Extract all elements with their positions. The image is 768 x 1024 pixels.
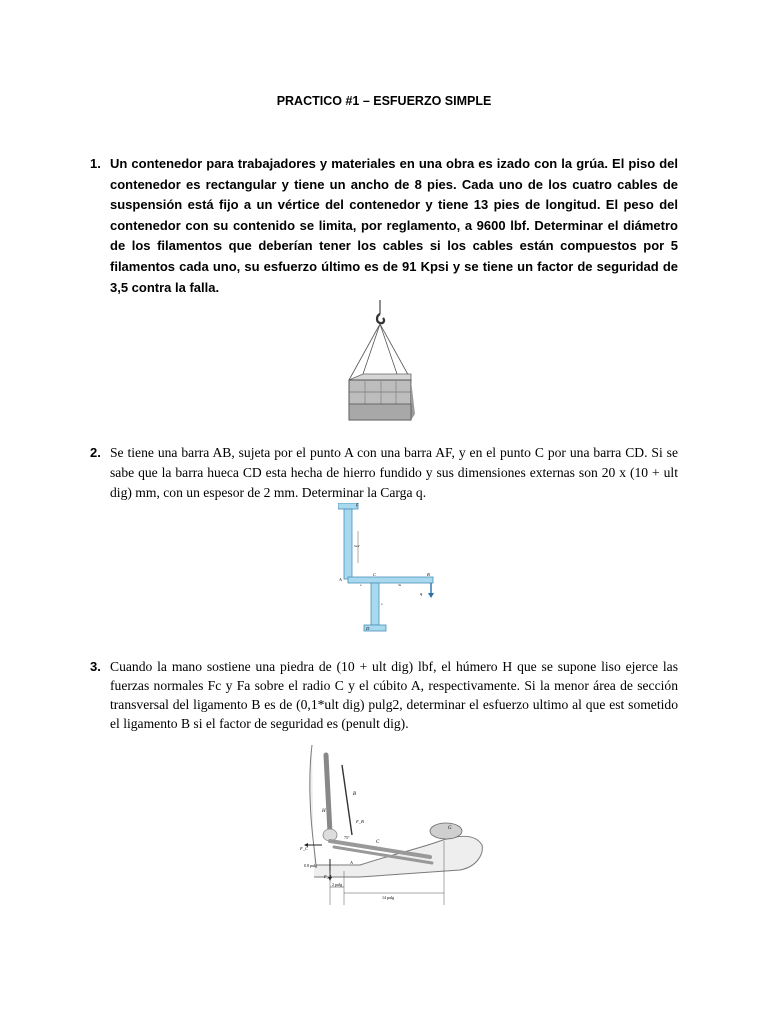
problem-1: [90, 154, 678, 298]
label-0-8-pulg: 0.8 pulg: [304, 863, 318, 868]
label-dim-3a: 3a: [398, 583, 402, 587]
problem-2: [90, 443, 678, 503]
label-g: G: [448, 826, 452, 831]
label-a: A: [350, 860, 353, 865]
problem-3-text: Cuando la mano sostiene una piedra de (10 + ult dig) lbf, el húmero H que se supone liso ejerce las fuerzas normales Fc y Fa sobre el radio C y el cúbito A, respectivamente. Si la menor área de sección transversal del ligamento B es de (0,1*ult dig) pulg2, determinar el esfuerzo ultimo al que est sometido el ligamento B si el factor de seguridad es (penult dig).: [110, 659, 678, 731]
label-q: q: [420, 591, 423, 596]
problem-3: [90, 657, 678, 733]
label-h: H: [322, 809, 326, 814]
label-c: C: [376, 840, 380, 845]
problem-2-text: Se tiene una barra AB, sujeta por el punto A con una barra AF, y en el punto C por una barra CD. Si se sabe que la barra hueca CD esta hecha de hierro fundido y sus dimensiones externas son 20 x (10 + ult dig) mm, con un espesor de 2 mm. Determinar la Carga q.: [110, 445, 678, 500]
label-b: B: [353, 792, 357, 797]
arm-bone-figure: [300, 737, 485, 907]
label-fc: F_C: [300, 846, 309, 851]
label-fa: F_A: [324, 874, 332, 879]
problem-1-text: Un contenedor para trabajadores y materiales en una obra es izado con la grúa. El piso del contenedor es rectangular y tiene un ancho de 8 pies. Cada uno de los cuatro cables de suspensión está fijo a un vértice del contenedor y tiene 13 pies de longitud. El peso del contenedor con su contenido se limita, por reglamento, a 9600 lbf. Determinar el diámetro de los filamentos que deberían tener los cables si los cables están compuestos por 5 filamentos cada uno, su esfuerzo último es de 91 Kpsi y se tiene un factor de seguridad de 3,5 contra la falla.: [110, 156, 678, 295]
label-dim-a-horizontal: a: [360, 583, 362, 587]
label-c: C: [373, 572, 377, 577]
page-title: PRACTICO #1 – ESFUERZO SIMPLE: [276, 94, 492, 108]
problem-3-number: 3.: [90, 659, 101, 674]
label-a: A: [339, 577, 342, 582]
label-d: D: [366, 626, 370, 631]
crane-container-figure: [345, 300, 415, 425]
label-b: B: [427, 572, 430, 577]
label-f: F: [356, 503, 359, 508]
label-angle: 75°: [344, 835, 350, 840]
label-fb: F_B: [356, 819, 364, 824]
problem-1-number: 1.: [90, 156, 101, 171]
label-dim-a-vertical: a: [381, 602, 383, 606]
label-dim-5a2: 5a/2: [354, 544, 360, 548]
bar-structure-figure: [338, 503, 438, 635]
label-2-pulg: 2 pulg: [332, 882, 343, 887]
problem-2-number: 2.: [90, 445, 101, 460]
label-14-pulg: 14 pulg: [382, 895, 395, 900]
